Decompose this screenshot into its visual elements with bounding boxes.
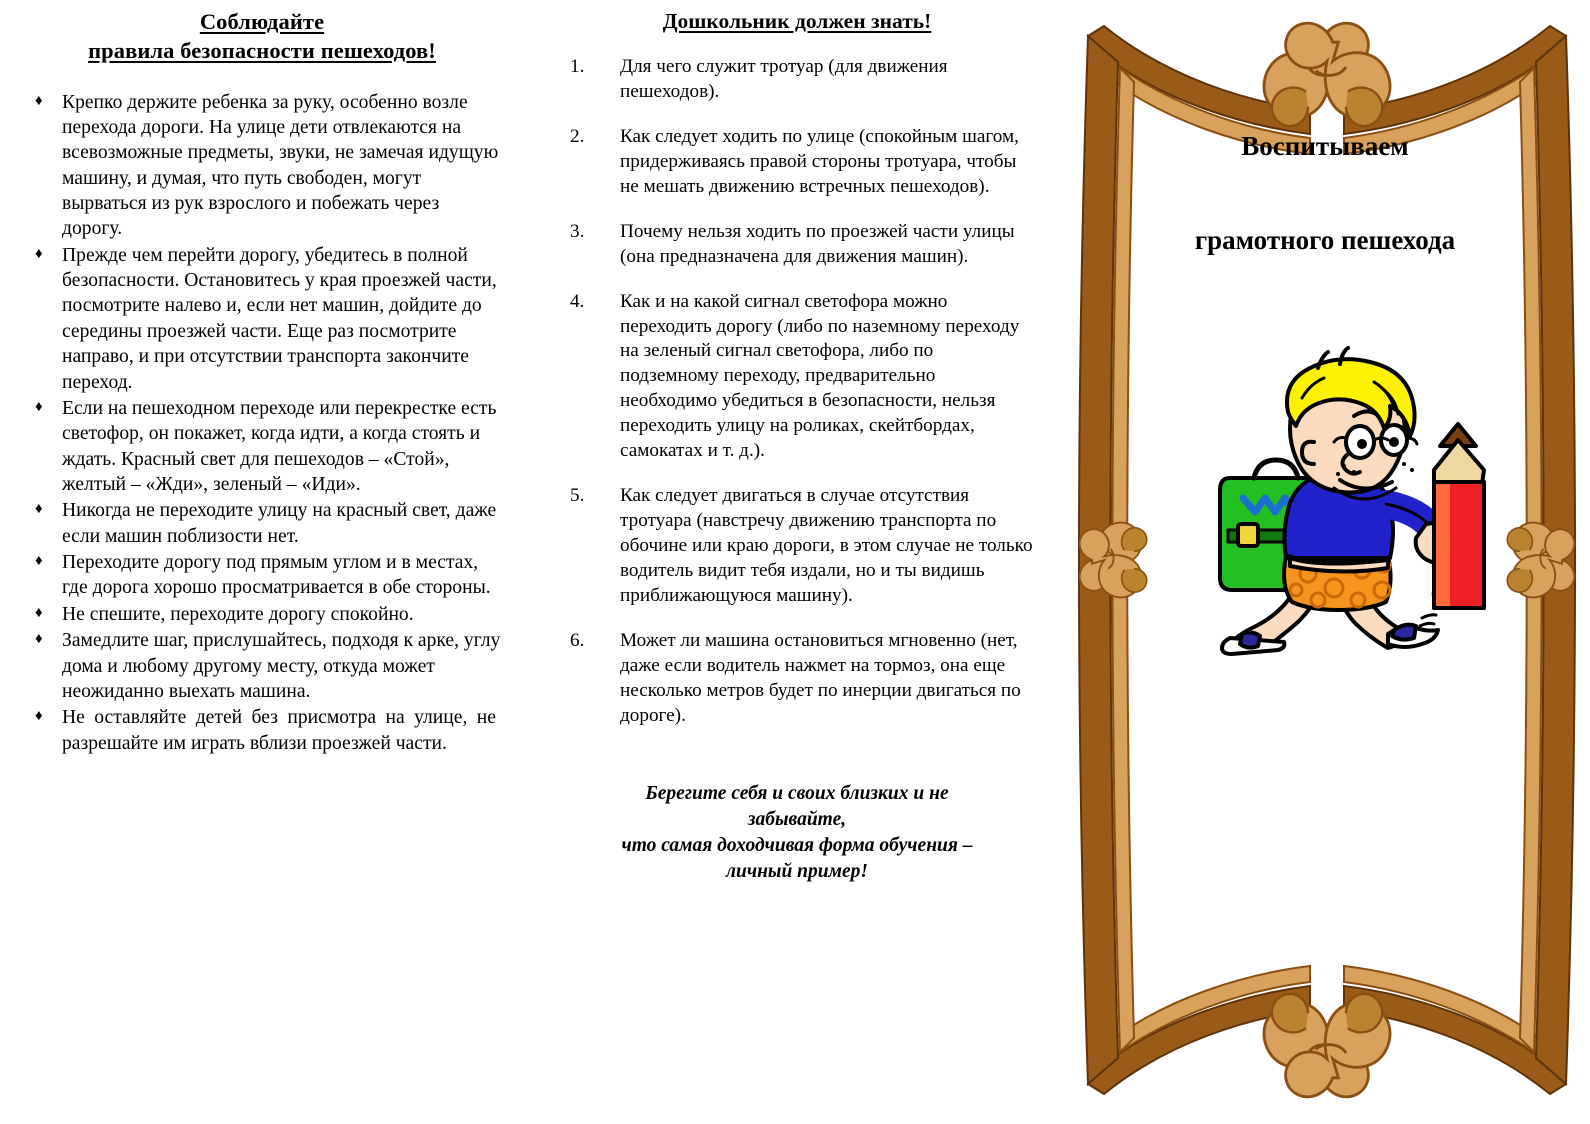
panel-left-heading-line2: правила безопасности пешеходов! bbox=[88, 37, 436, 63]
list-item-text: Замедлите шаг, прислушайтесь, подходя к арке, углу дома и любому другому месту, откуда может неожиданно выехать машина. bbox=[62, 630, 501, 702]
panel-left bbox=[0, 0, 530, 757]
list-item bbox=[22, 602, 502, 627]
list-item-text: Прежде чем перейти дорогу, убедитесь в полной безопасности. Остановитесь у края проезжей части, посмотрите налево и, если нет машин, дойдите до середины проезжей части. Еще раз посмотрите направо, и при отсутствии транспорта закончите переход. bbox=[62, 244, 497, 393]
left-scroll-ornament-icon bbox=[1080, 523, 1147, 598]
closing-line4: личный пример! bbox=[726, 861, 868, 883]
schoolboy-with-pencil-icon bbox=[1168, 338, 1508, 678]
diamond-bullet-icon: ♦ bbox=[35, 553, 43, 570]
list-item bbox=[22, 550, 502, 601]
list-item-text: Как и на какой сигнал светофора можно переходить дорогу (либо по наземному переходу на зеленый сигнал светофора, либо по подземному переходу, предварительно необходимо убедиться в безопасности, нельзя переходить улицу на роликах, скейтбордах, самокатах и т. д.). bbox=[620, 290, 1020, 462]
list-item-number: 3. bbox=[570, 220, 585, 242]
top-scroll-ornament-icon bbox=[1264, 23, 1390, 126]
diamond-bullet-icon: ♦ bbox=[35, 604, 43, 621]
list-item-text: Если на пешеходном переходе или перекрестке есть светофор, он покажет, когда идти, а когда стоять и ждать. Красный свет для пешеходов – «Стой», желтый – «Жди», зеленый – «Иди». bbox=[62, 397, 497, 495]
list-item bbox=[22, 396, 502, 497]
list-item bbox=[558, 629, 1036, 729]
list-item bbox=[22, 628, 502, 704]
list-item-text: Как следует двигаться в случае отсутствия тротуара (навстречу движению транспорта по обочине или краю дороги, в этом случае не только водитель видит тебя издали, но и ты видишь приближающуюся машину). bbox=[620, 485, 1033, 607]
safety-rules-list bbox=[22, 90, 502, 756]
panel-middle bbox=[530, 0, 1060, 885]
closing-message bbox=[558, 781, 1036, 886]
closing-line3: что самая доходчивая форма обучения – bbox=[621, 835, 973, 857]
list-item bbox=[22, 498, 502, 549]
diamond-bullet-icon: ♦ bbox=[35, 708, 43, 725]
list-item bbox=[558, 290, 1036, 465]
schoolboy-illustration bbox=[1168, 338, 1508, 678]
diamond-bullet-icon: ♦ bbox=[35, 92, 43, 109]
preschooler-knowledge-list bbox=[558, 55, 1036, 729]
panel-middle-heading: Дошкольник должен знать! bbox=[662, 9, 932, 33]
list-item bbox=[558, 55, 1036, 105]
list-item-text: Не спешите, переходите дорогу спокойно. bbox=[62, 603, 414, 625]
page-title-line1: Воспитываем bbox=[1241, 131, 1409, 161]
panel-right bbox=[1060, 0, 1590, 1124]
list-item-number: 2. bbox=[570, 125, 585, 147]
list-item-number: 4. bbox=[570, 290, 585, 312]
list-item-number: 1. bbox=[570, 55, 585, 77]
list-item-text: Никогда не переходите улицу на красный свет, даже если машин поблизости нет. bbox=[62, 500, 497, 547]
diamond-bullet-icon: ♦ bbox=[35, 245, 43, 262]
list-item bbox=[22, 705, 502, 756]
list-item bbox=[558, 484, 1036, 609]
list-item-text: Почему нельзя ходить по проезжей части улицы (она предназначена для движения машин). bbox=[620, 220, 1015, 267]
list-item-text: Крепко держите ребенка за руку, особенно возле перехода дороги. На улице дети отвлекаются на всевозможные предметы, звуки, не замечая идущую машину, и думая, что путь свободен, могут вырваться из рук взрослого и побежать через дорогу. bbox=[62, 91, 499, 240]
list-item-number: 5. bbox=[570, 485, 585, 507]
panel-left-heading-line1: Соблюдайте bbox=[199, 9, 325, 34]
list-item bbox=[558, 220, 1036, 270]
diamond-bullet-icon: ♦ bbox=[35, 501, 43, 518]
list-item-number: 6. bbox=[570, 629, 585, 651]
page-title-line2: грамотного пешехода bbox=[1194, 225, 1456, 256]
diamond-bullet-icon: ♦ bbox=[35, 398, 43, 415]
list-item-text: Как следует ходить по улице (спокойным шагом, придерживаясь правой стороны тротуара, чтобы не мешать движению встречных пешеходов). bbox=[620, 125, 1019, 197]
list-item bbox=[558, 125, 1036, 200]
list-item bbox=[22, 90, 502, 242]
list-item-text: Не оставляйте детей без присмотра на улице, не разрешайте им играть вблизи проезжей части. bbox=[62, 707, 496, 754]
list-item-text: Переходите дорогу под прямым углом и в местах, где дорога хорошо просматривается в обе стороны. bbox=[62, 552, 491, 599]
list-item-text: Может ли машина остановиться мгновенно (нет, даже если водитель нажмет на тормоз, она еще несколько метров будет по инерции двигаться по дороге). bbox=[620, 629, 1021, 726]
list-item bbox=[22, 243, 502, 395]
right-scroll-ornament-icon bbox=[1507, 523, 1574, 598]
closing-line1: Берегите себя и своих близких и не bbox=[645, 782, 949, 804]
list-item-text: Для чего служит тротуар (для движения пешеходов). bbox=[620, 55, 948, 102]
closing-line2: забывайте, bbox=[747, 808, 847, 830]
diamond-bullet-icon: ♦ bbox=[35, 631, 43, 648]
panel-left-heading bbox=[22, 8, 502, 66]
page-title bbox=[1100, 130, 1550, 257]
bottom-scroll-ornament-icon bbox=[1264, 994, 1390, 1097]
